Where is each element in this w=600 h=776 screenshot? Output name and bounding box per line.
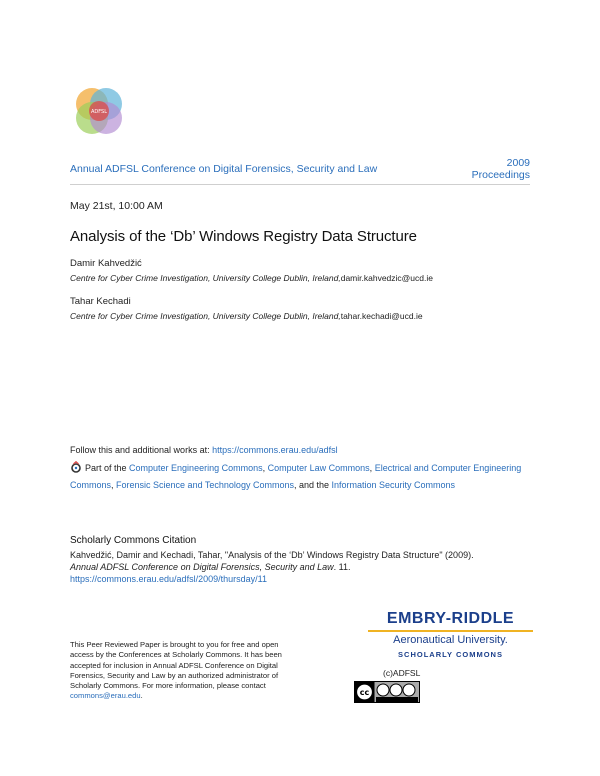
author-affiliation: Centre for Cyber Crime Investigation, University College Dublin, Ireland,tahar.kechadi@ucd.ie xyxy=(70,311,423,321)
citation-heading: Scholarly Commons Citation xyxy=(70,535,197,546)
author-email: tahar.kechadi@ucd.ie xyxy=(340,311,423,321)
repository-note xyxy=(70,640,300,702)
citation-text: Kahvedžić, Damir and Kechadi, Tahar, "Analysis of the ‘Db’ Windows Registry Data Structure" (2009). xyxy=(70,550,474,560)
year: 2009 xyxy=(506,157,530,169)
discipline-link[interactable]: Computer Law Commons xyxy=(267,463,370,473)
creative-commons-license-icon[interactable] xyxy=(354,681,420,703)
author-name: Damir Kahvedžić xyxy=(70,258,142,269)
part-of-disciplines xyxy=(70,460,530,494)
discipline-link[interactable]: Computer Engineering Commons xyxy=(129,463,263,473)
note-text: This Peer Reviewed Paper is brought to you for free and open access by the Conferences at Scholarly Commons. It has been accepted for inclusion in Annual ADFSL Conference on Digital Forensics, Security and Law by an authorized administrator of Scholarly Commons. For more information, please contact xyxy=(70,640,282,691)
note-end: . xyxy=(140,691,143,701)
paper-title: Analysis of the ‘Db’ Windows Registry Data Structure xyxy=(70,228,417,245)
proceedings-label: Proceedings xyxy=(471,169,530,181)
adfsl-logo xyxy=(70,82,128,140)
erau-divider xyxy=(368,630,533,632)
citation-body xyxy=(70,549,540,585)
affiliation-text: Centre for Cyber Crime Investigation, University College Dublin, Ireland xyxy=(70,311,339,321)
citation-link[interactable]: https://commons.erau.edu/adfsl/2009/thursday/11 xyxy=(70,574,267,584)
author-name: Tahar Kechadi xyxy=(70,296,131,307)
author-email: damir.kahvedzic@ucd.ie xyxy=(340,273,433,283)
erau-name: EMBRY-RIDDLE xyxy=(386,610,515,627)
scholarly-commons-label: SCHOLARLY COMMONS xyxy=(398,650,503,659)
follow-prefix: Follow this and additional works at: xyxy=(70,445,213,455)
contact-email-link[interactable]: commons@erau.edu xyxy=(70,691,141,701)
proceedings-link[interactable] xyxy=(472,157,530,181)
session-date: May 21st, 10:00 AM xyxy=(70,200,163,212)
author-affiliation: Centre for Cyber Crime Investigation, University College Dublin, Ireland,damir.kahvedzic@ucd.ie xyxy=(70,273,433,283)
license-label: (c)ADFSL xyxy=(383,668,421,678)
discipline-link[interactable]: Electrical and Computer Engineering Commons xyxy=(70,463,522,490)
header-divider xyxy=(70,184,530,185)
erau-subtitle: Aeronautical University. xyxy=(393,634,508,646)
separator: , xyxy=(262,463,268,473)
citation-journal: Annual ADFSL Conference on Digital Forensics, Security and Law xyxy=(70,562,334,572)
separator: , and the xyxy=(293,480,332,490)
svg-text:cc: cc xyxy=(359,688,370,697)
affiliation-text: Centre for Cyber Crime Investigation, University College Dublin, Ireland xyxy=(70,273,339,283)
discipline-link[interactable]: Forensic Science and Technology Commons xyxy=(116,480,294,490)
erau-logo[interactable] xyxy=(368,610,533,659)
logo-text: ADFSL xyxy=(90,109,108,115)
part-of-prefix: Part of the xyxy=(85,463,130,473)
citation-suffix: . 11. xyxy=(333,562,351,572)
conference-link[interactable]: Annual ADFSL Conference on Digital Forensics, Security and Law xyxy=(70,163,378,175)
discipline-link[interactable]: Information Security Commons xyxy=(331,480,456,490)
open-access-icon xyxy=(70,461,82,473)
follow-line xyxy=(70,445,338,455)
follow-link[interactable]: https://commons.erau.edu/adfsl xyxy=(212,445,338,455)
separator: , xyxy=(369,463,375,473)
separator: , xyxy=(111,480,117,490)
